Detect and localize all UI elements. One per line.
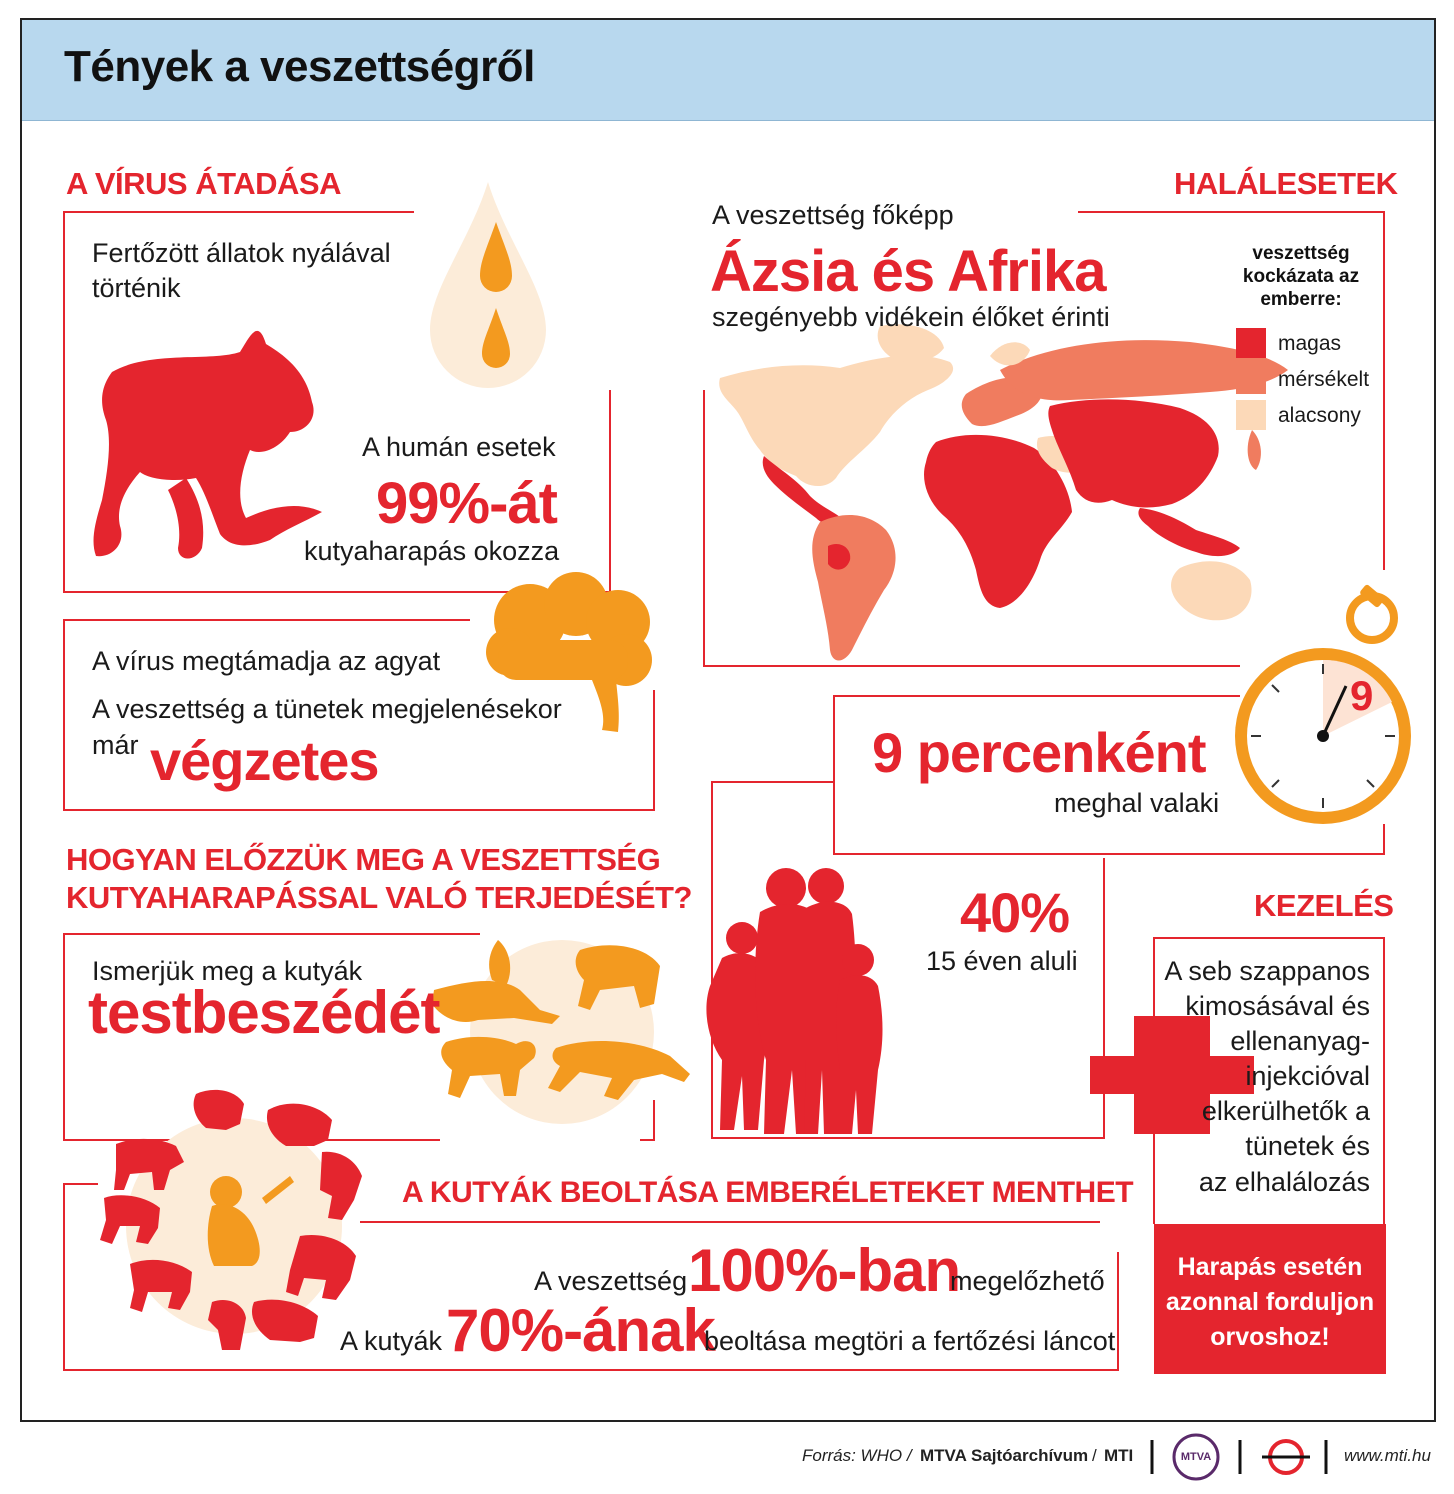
treatment-line: elkerülhetők a	[1201, 1096, 1370, 1127]
human-cases-post: kutyaharapás okozza	[304, 536, 560, 566]
cta-line: Harapás esetén	[1177, 1253, 1363, 1281]
treatment-line: ellenanyag-	[1230, 1026, 1370, 1057]
brain-fatal: végzetes	[150, 729, 379, 792]
vaccination-row2-post: beoltása megtöri a fertőzési láncot	[704, 1326, 1116, 1356]
vaccination-row1-pre: A veszettség	[534, 1266, 688, 1296]
treatment-text	[1160, 954, 1370, 1200]
prevention-heading-2: KUTYAHARAPÁSSAL VALÓ TERJEDÉSÉT?	[66, 880, 692, 915]
deaths-big: Ázsia és Afrika	[710, 239, 1106, 304]
footer-url[interactable]: www.mti.hu	[1344, 1446, 1431, 1465]
deaths-heading: HALÁLESETEK	[1174, 166, 1398, 201]
mti-logo-icon	[1262, 1441, 1310, 1473]
treatment-line: A seb szappanos	[1164, 956, 1370, 986]
human-cases-pre: A humán esetek	[362, 432, 556, 462]
vaccination-row1-post: megelőzhető	[950, 1266, 1105, 1296]
vaccination-row2-pre: A kutyák	[340, 1326, 443, 1356]
legend-swatch-low	[1236, 400, 1266, 430]
human-cases-pct: 99%-át	[376, 471, 557, 536]
prevention-text: Ismerjük meg a kutyák	[92, 956, 363, 986]
footer-mti: MTI	[1104, 1446, 1134, 1465]
stopwatch-digit: 9	[1350, 672, 1373, 719]
footer-archive: MTVA Sajtóarchívum	[920, 1446, 1089, 1465]
mtva-logo-text: MTVA	[1180, 1451, 1212, 1463]
map-asia	[1048, 399, 1218, 507]
aggressive-dog-icon	[94, 331, 322, 559]
timer-big: 9 percenként	[872, 721, 1206, 784]
vaccination-heading: A KUTYÁK BEOLTÁSA EMBERÉLETEKET MENTHET	[402, 1176, 1134, 1209]
children-silhouette-icon	[706, 868, 882, 1134]
deaths-line3: szegényebb vidékein élőket érinti	[712, 302, 1110, 332]
map-australia	[1171, 561, 1251, 620]
cta-line: orvoshoz!	[1210, 1323, 1330, 1351]
children-pct: 40%	[960, 881, 1070, 944]
brain-line1: A vírus megtámadja az agyat	[92, 646, 441, 676]
vaccination-row2-big: 70%-ának	[446, 1297, 715, 1364]
page-title: Tények a veszettségről	[64, 42, 535, 91]
brain-line3-pre: már	[92, 730, 139, 760]
treatment-line: injekcióval	[1245, 1061, 1370, 1092]
legend-label-high: magas	[1278, 332, 1342, 355]
legend-label-low: alacsony	[1278, 404, 1361, 427]
treatment-line: kimosásával és	[1185, 991, 1370, 1022]
footer-source-label: Forrás: WHO /	[802, 1446, 912, 1465]
map-japan	[1248, 430, 1261, 470]
cta-line: azonnal forduljon	[1165, 1288, 1375, 1316]
children-sub: 15 éven aluli	[926, 946, 1078, 976]
timer-sub: meghal valaki	[1054, 788, 1220, 818]
prevention-big: testbeszédét	[88, 979, 440, 1046]
brain-line2: A veszettség a tünetek megjelenésekor	[92, 694, 562, 724]
vaccination-row1-big: 100%-ban	[688, 1237, 961, 1304]
footer-sep: /	[1092, 1446, 1097, 1465]
transmission-heading: A VÍRUS ÁTADÁSA	[66, 166, 341, 201]
map-north-america	[719, 355, 953, 486]
map-south-america	[812, 515, 895, 660]
map-southeast-asia	[1138, 508, 1240, 556]
cta-text	[1154, 1250, 1386, 1355]
prevention-heading-1: HOGYAN ELŐZZÜK MEG A VESZETTSÉG	[66, 842, 661, 877]
deaths-line1: A veszettség főképp	[712, 200, 954, 230]
saliva-text: Fertőzött állatok nyálával történik	[92, 238, 391, 304]
treatment-heading: KEZELÉS	[1254, 888, 1394, 923]
legend-label-medium: mérsékelt	[1278, 368, 1370, 391]
treatment-line: tünetek és	[1245, 1131, 1370, 1162]
legend-title: veszettség kockázata az emberre:	[1242, 243, 1360, 311]
prevention-box-right	[640, 1100, 654, 1140]
stopwatch-icon	[1235, 584, 1411, 824]
treatment-line: az elhalálozás	[1198, 1166, 1370, 1197]
legend-swatch-medium	[1236, 364, 1266, 394]
world-map	[719, 324, 1288, 660]
legend-swatch-high	[1236, 328, 1266, 358]
